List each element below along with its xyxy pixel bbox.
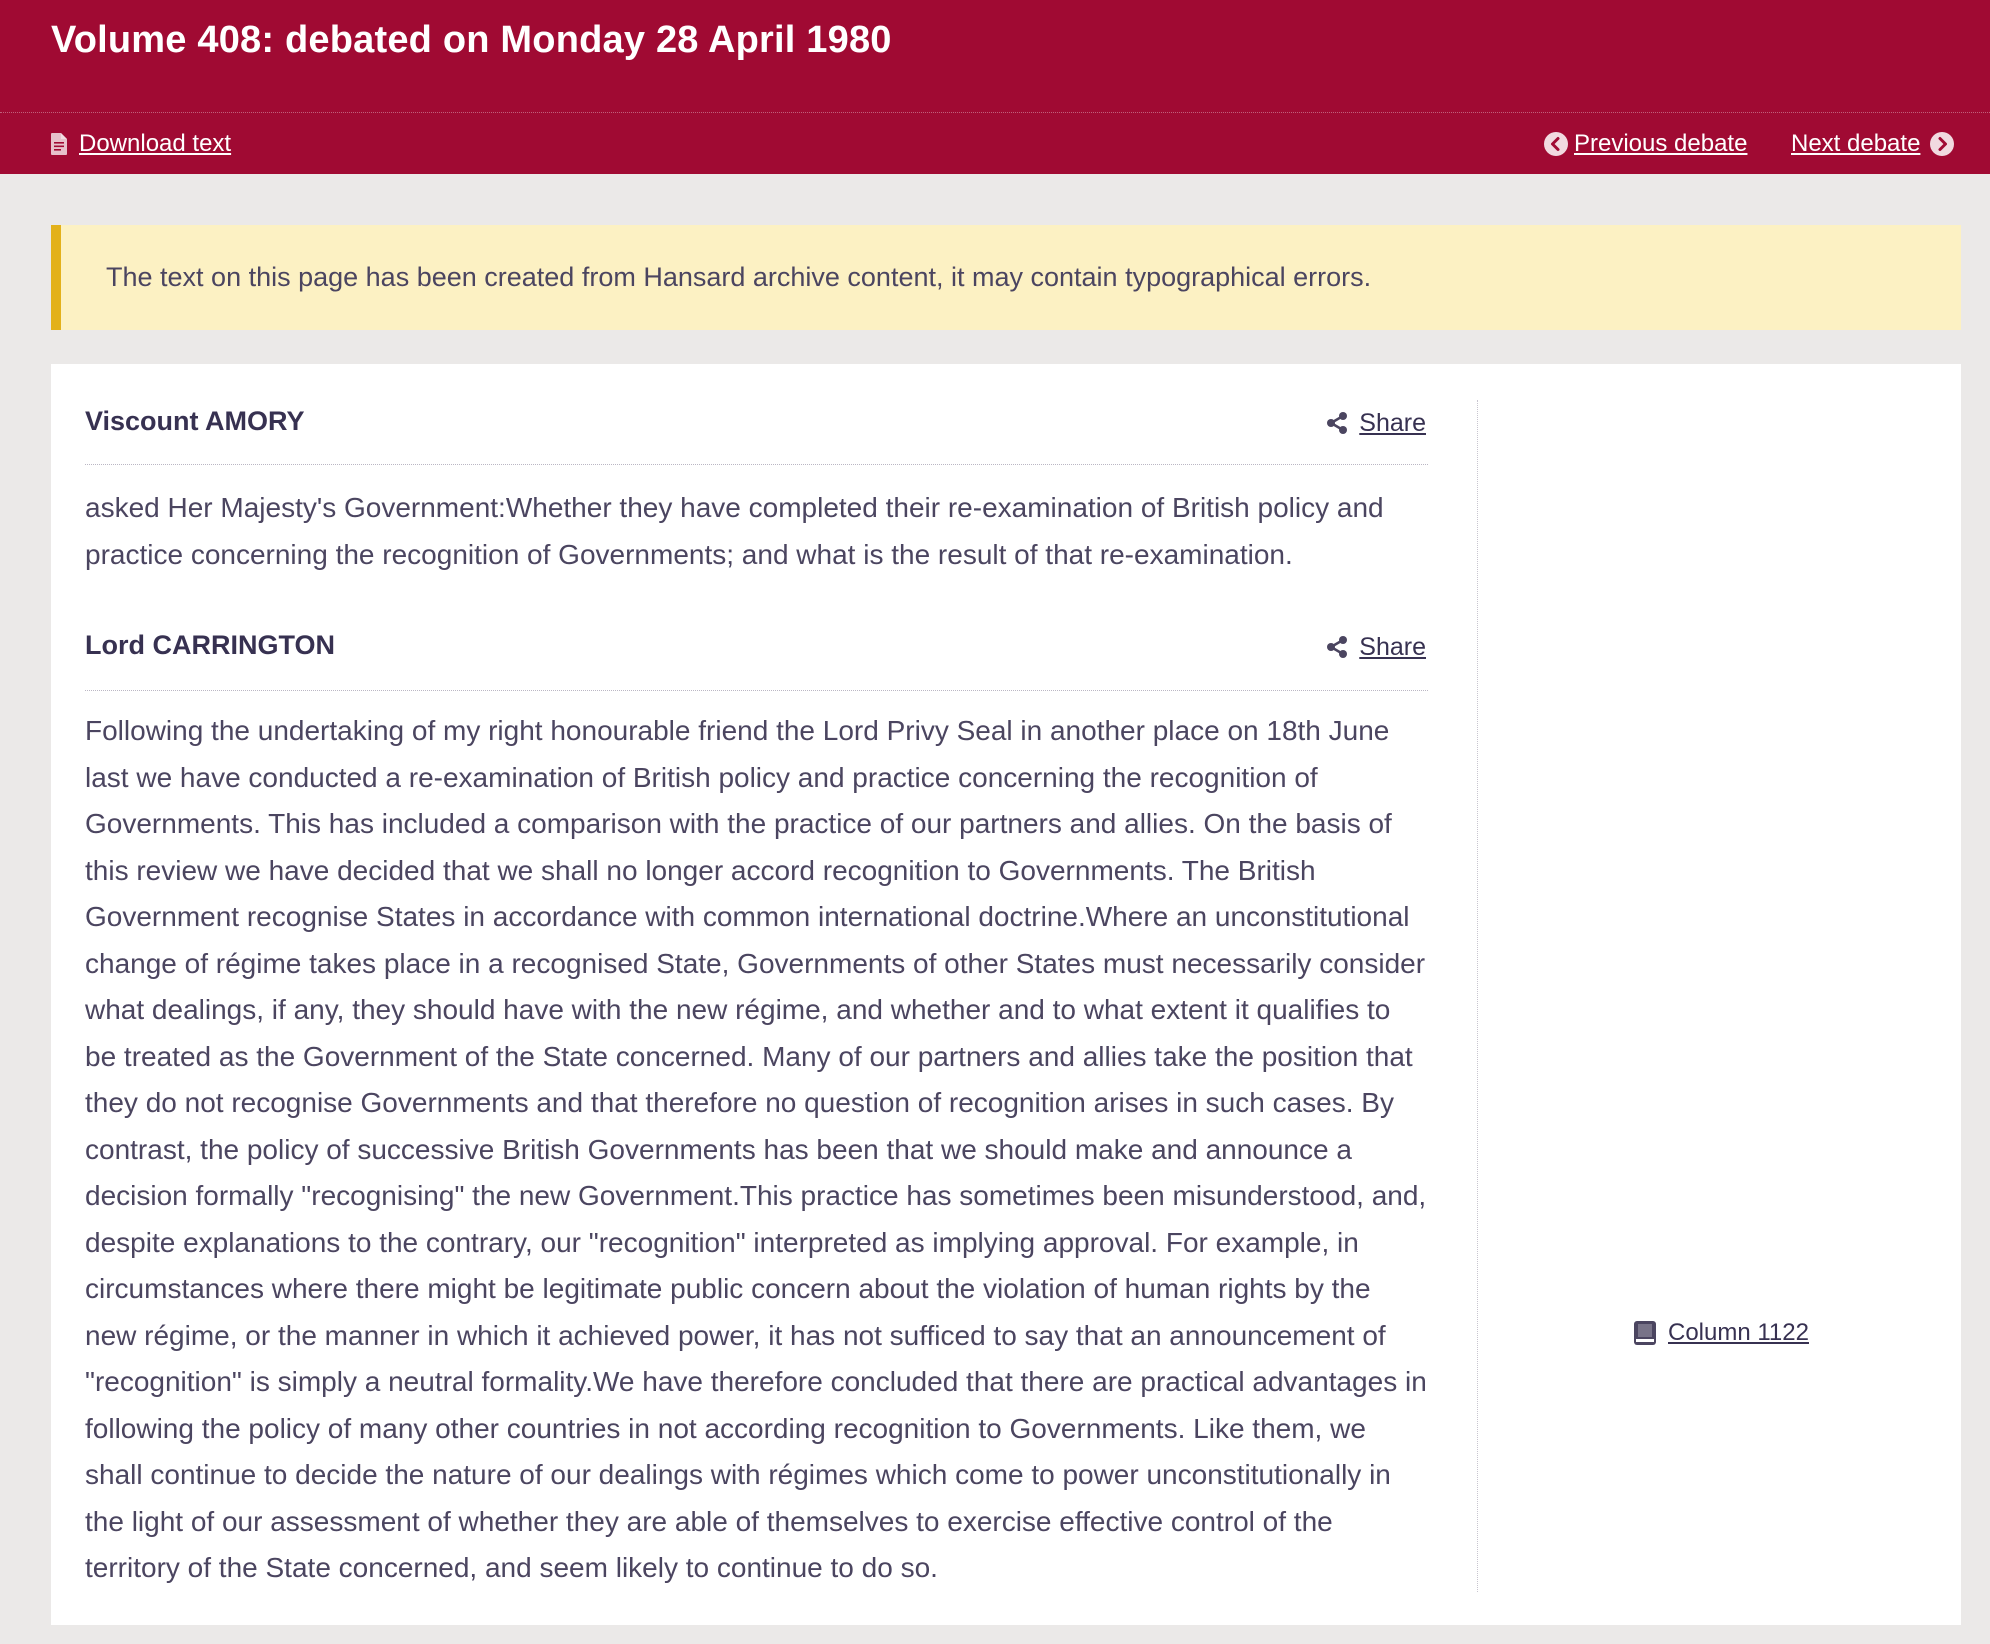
speaker-name: Lord CARRINGTON: [85, 630, 335, 660]
header-nav-bar: [0, 113, 1990, 174]
page-title: Volume 408: debated on Monday 28 April 1980: [51, 19, 892, 61]
book-icon: [1634, 1321, 1656, 1345]
contribution: [85, 588, 1428, 1592]
speaker-row: [85, 364, 1428, 465]
share-button[interactable]: [1325, 632, 1426, 662]
share-label: Share: [1359, 409, 1426, 437]
document-icon: [51, 133, 67, 155]
share-icon: [1325, 411, 1349, 435]
speech-text: asked Her Majesty's Government:Whether they have completed their re-examination of British policy and practice concerning the recognition of Governments; and what is the result of that re-examination.: [85, 492, 1384, 570]
share-icon: [1325, 635, 1349, 659]
archive-notice: [51, 225, 1961, 330]
column-divider: [1477, 400, 1478, 1592]
share-label: Share: [1359, 633, 1426, 661]
chevron-right-circle-icon: [1930, 132, 1954, 156]
debate-content: [51, 364, 1961, 1625]
previous-debate-label: Previous debate: [1574, 130, 1748, 157]
speaker-name: Viscount AMORY: [85, 406, 305, 436]
download-text-link[interactable]: [51, 129, 231, 159]
column-reference-link[interactable]: [1634, 1318, 1809, 1348]
archive-notice-text: The text on this page has been created from Hansard archive content, it may contain typographical errors.: [106, 262, 1372, 292]
speech-text: Following the undertaking of my right honourable friend the Lord Privy Seal in another place on 18th June last we have conducted a re-examination of British policy and practice concerning the recognition of Governments. This has included a comparison with the practice of our partners and allies. On the basis of this review we have decided that we shall no longer accord recognition to Governments. The British Government recognise States in accordance with common international doctrine.Where an unconstitutional change of régime takes place in a recognised State, Governments of other States must necessarily consider what dealings, if any, they should have with the new régime, and whether and to what extent it qualifies to be treated as the Government of the State concerned. Many of our partners and allies take the position that they do not recognise Governments and that therefore no question of recognition arises in such cases. By contrast, the policy of successive British Governments has been that we should make and announce a decision formally "recognising" the new Government.This practice has sometimes been misunderstood, and, despite explanations to the contrary, our "recognition" interpreted as implying approval. For example, in circumstances where there might be legitimate public concern about the violation of human rights by the new régime, or the manner in which it achieved power, it has not sufficed to say that an announcement of "recognition" is simply a neutral formality.We have therefore concluded that there are practical advantages in following the policy of many other countries in not according recognition to Governments. Like them, we shall continue to decide the nature of our dealings with régimes which come to power unconstitutionally in the light of our assessment of whether they are able of themselves to exercise effective control of the territory of the State concerned, and seem likely to continue to do so.: [85, 715, 1427, 1583]
share-button[interactable]: [1325, 408, 1426, 438]
contribution: [85, 364, 1428, 578]
next-debate-link[interactable]: [1791, 129, 1954, 159]
download-text-label: Download text: [79, 130, 232, 157]
speaker-row: [85, 588, 1428, 691]
debate-main-column: [85, 364, 1428, 1592]
page-header: [0, 0, 1990, 174]
next-debate-label: Next debate: [1791, 130, 1921, 157]
chevron-left-circle-icon: [1544, 132, 1568, 156]
previous-debate-link[interactable]: [1544, 129, 1747, 159]
column-reference-label: Column 1122: [1668, 1319, 1809, 1346]
